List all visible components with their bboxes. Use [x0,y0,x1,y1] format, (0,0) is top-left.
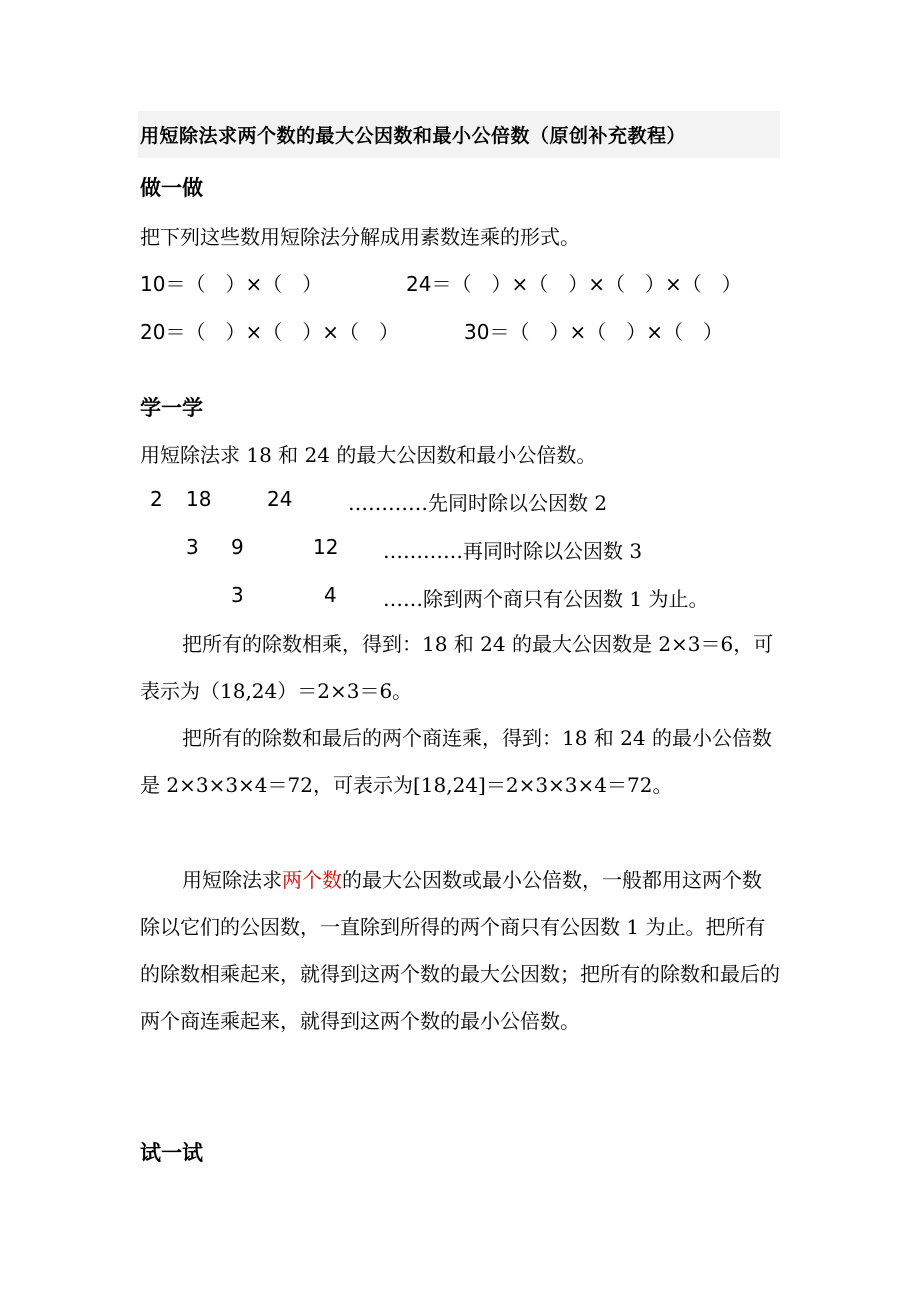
division-divisor-2: 3 [186,535,199,559]
learn-intro: 用短除法求 18 和 24 的最大公因数和最小公倍数。 [140,443,597,467]
equation-30: 30＝（ ）×（ ）×（ ） [464,320,723,344]
equation-24: 24＝（ ）×（ ）×（ ）×（ ） [406,272,742,296]
division-value-18: 18 [186,487,212,511]
division-value-12: 12 [313,535,339,559]
summary-highlight: 两个数 [282,868,342,892]
summary-text-start: 用短除法求 [182,868,282,892]
paragraph-summary [140,857,780,1045]
instruction-text: 把下列这些数用短除法分解成用素数连乘的形式。 [140,225,580,249]
division-value-24: 24 [267,487,293,511]
paragraph-gcd: 把所有的除数相乘，得到：18 和 24 的最大公因数是 2×3＝6，可表示为（18,24）＝2×3＝6。 [140,632,774,703]
division-note-2: …………再同时除以公因数 3 [383,539,643,563]
division-note-1: …………先同时除以公因数 2 [348,491,608,515]
division-value-9: 9 [231,535,244,559]
heading-do-it: 做一做 [140,176,203,200]
summary-text-end: 的最大公因数或最小公倍数，一般都用这两个数除以它们的公因数，一直除到所得的两个商只有公因数 1 为止。把所有的除数相乘起来，就得到这两个数的最大公因数；把所有的除数和最后的两个商连乘起来，就得到这两个数的最小公倍数。 [140,868,780,1033]
division-divisor-1: 2 [150,487,163,511]
division-note-3: ……除到两个商只有公因数 1 为止。 [383,587,709,611]
equation-20: 20＝（ ）×（ ）×（ ） [140,320,399,344]
heading-learn: 学一学 [140,396,203,420]
document-title: 用短除法求两个数的最大公因数和最小公倍数（原创补充教程） [140,125,687,147]
division-quotient-4: 4 [324,583,337,607]
paragraph-lcm: 把所有的除数和最后的两个商连乘，得到：18 和 24 的最小公倍数是 2×3×3×4＝72，可表示为[18,24]＝2×3×3×4＝72。 [140,726,772,797]
equation-10: 10＝（ ）×（ ） [140,272,323,296]
heading-try-it: 试一试 [140,1141,203,1165]
division-quotient-3: 3 [231,583,244,607]
